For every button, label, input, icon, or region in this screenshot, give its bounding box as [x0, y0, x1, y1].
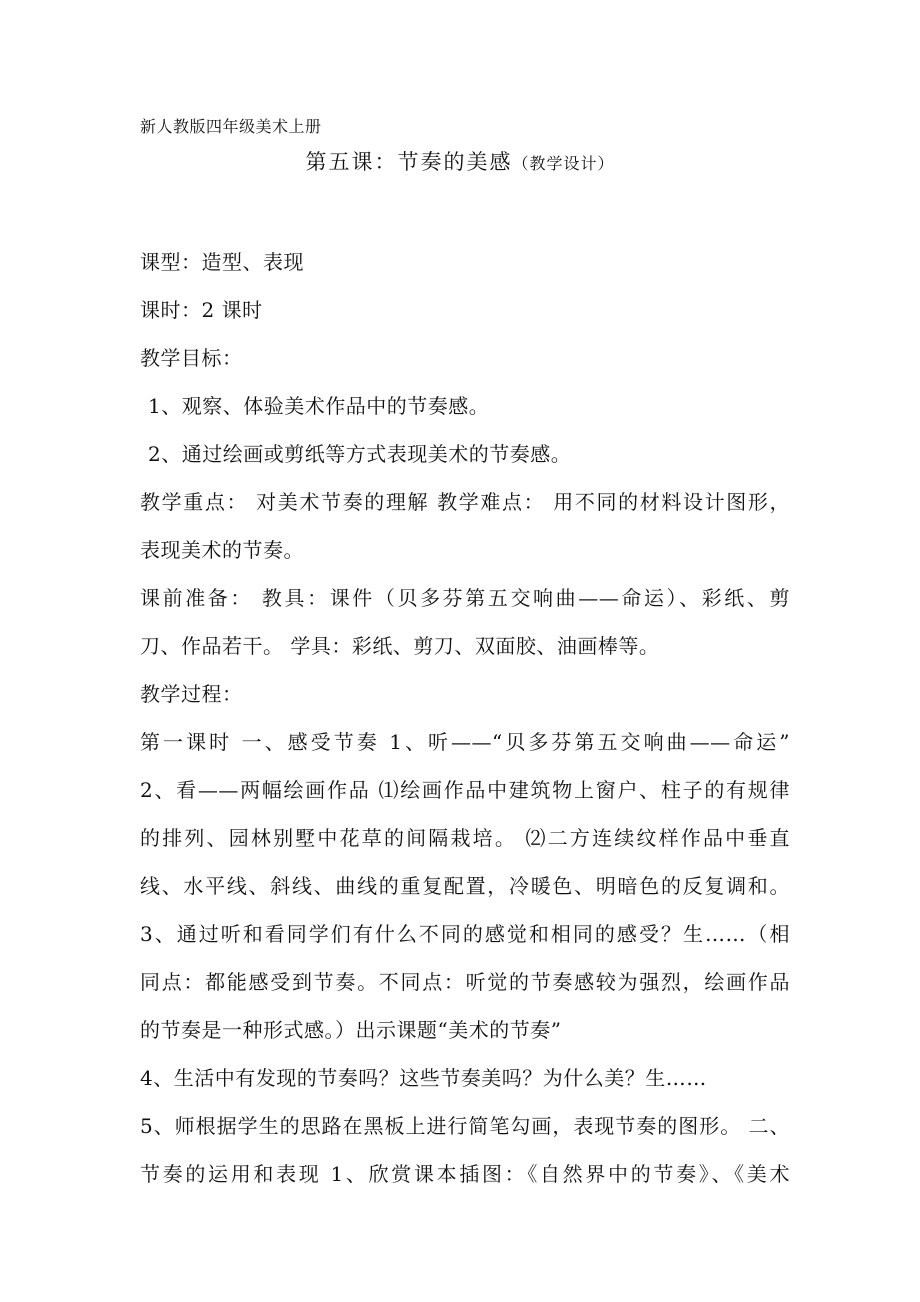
key-points-line: 教学重点： 对美术节奏的理解 教学难点： 用不同的材料设计图形，	[140, 490, 790, 514]
process-line-6: 同点：都能感受到节奏。不同点：听觉的节奏感较为强烈，绘画作品	[140, 970, 790, 994]
lesson-body	[140, 238, 790, 1198]
preparation-continuation: 刀、作品若干。 学具：彩纸、剪刀、双面胶、油画棒等。	[140, 634, 660, 658]
process-line-8: 4、生活中有发现的节奏吗？这些节奏美吗？为什么美？生……	[140, 1066, 707, 1090]
objectives-heading: 教学目标：	[140, 346, 243, 370]
lesson-hours-line: 课时：2 课时	[140, 298, 263, 322]
process-line-5: 3、通过听和看同学们有什么不同的感觉和相同的感受？生……（相	[140, 922, 790, 946]
lesson-title	[0, 146, 920, 176]
process-line-4: 线、水平线、斜线、曲线的重复配置，冷暖色、明暗色的反复调和。	[140, 874, 790, 898]
objective-2: 2、通过绘画或剪纸等方式表现美术的节奏感。	[148, 442, 572, 466]
preparation-line: 课前准备： 教具：课件（贝多芬第五交响曲——命运）、彩纸、剪	[140, 586, 790, 610]
key-points-continuation: 表现美术的节奏。	[140, 538, 304, 562]
process-line-1: 第一课时 一、感受节奏 1、听——“贝多芬第五交响曲——命运”	[140, 730, 790, 754]
process-line-7: 的节奏是一种形式感。）出示课题“美术的节奏”	[140, 1018, 562, 1042]
lesson-title-main: 第五课：节奏的美感	[305, 150, 513, 174]
lesson-type-line: 课型：造型、表现	[140, 250, 304, 274]
process-line-10: 节奏的运用和表现 1、欣赏课本插图：《自然界中的节奏》、《美术	[140, 1162, 790, 1186]
process-line-3: 的排列、园林别墅中花草的间隔栽培。 ⑵二方连续纹样作品中垂直	[140, 826, 790, 850]
process-line-2: 2、看——两幅绘画作品 ⑴绘画作品中建筑物上窗户、柱子的有规律	[140, 778, 790, 802]
process-heading: 教学过程：	[140, 682, 243, 706]
textbook-edition-note: 新人教版四年级美术上册	[140, 117, 322, 136]
lesson-title-subtitle: （教学设计）	[512, 154, 615, 173]
process-line-9: 5、师根据学生的思路在黑板上进行简笔勾画，表现节奏的图形。 二、	[140, 1114, 790, 1138]
objective-1: 1、观察、体验美术作品中的节奏感。	[148, 394, 490, 418]
